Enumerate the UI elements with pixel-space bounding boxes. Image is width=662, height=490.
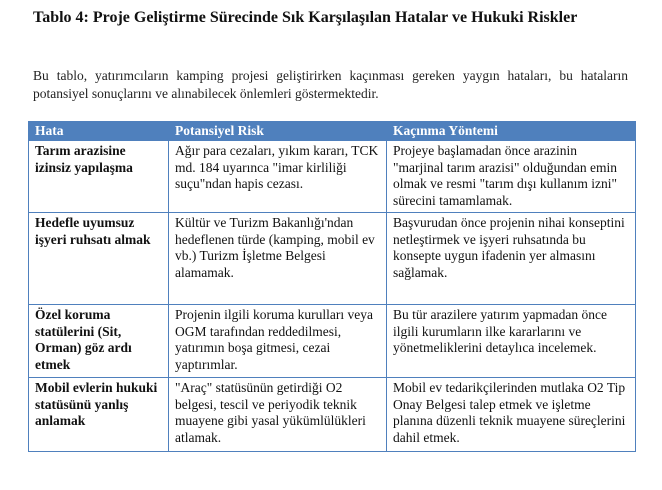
cell-risk: Ağır para cezaları, yıkım kararı, TCK md. 184 uyarınca "imar kirliliği suçu"ndan hapis cezası. (169, 141, 387, 213)
table-row (29, 213, 636, 305)
cell-risk: Kültür ve Turizm Bakanlığı'ndan hedeflenen türde (kamping, mobil ev vb.) Turizm İşletme Belgesi alamamak. (169, 213, 387, 305)
intro-paragraph: Bu tablo, yatırımcıların kamping projesi geliştirirken kaçınması gereken yaygın hataları, bu hataların potansiyel sonuçlarını ve alınabilecek önlemleri göstermektedir. (33, 68, 628, 101)
table-row (29, 141, 636, 213)
cell-risk: "Araç" statüsünün getirdiği O2 belgesi, tescil ve periyodik teknik muayene gibi yasal yükümlülükleri atlamak. (169, 378, 387, 452)
header-hata: Hata (29, 121, 169, 141)
cell-yontem: Mobil ev tedarikçilerinden mutlaka O2 Tip Onay Belgesi talep etmek ve işletme planına düzenli teknik muayene süreçlerini dahil etmek. (387, 378, 636, 452)
risk-table (28, 121, 636, 452)
cell-hata: Özel koruma statülerini (Sit, Orman) göz ardı etmek (29, 305, 169, 378)
table-row (29, 378, 636, 452)
cell-yontem: Başvurudan önce projenin nihai konseptini netleştirmek ve işyeri ruhsatında bu konsepte uygun ifadenin yer almasını sağlamak. (387, 213, 636, 305)
cell-yontem: Projeye başlamadan önce arazinin "marjinal tarım arazisi" olduğundan emin olmak ve resmi "tarım dışı kullanım izni" sürecini tamamlamak. (387, 141, 636, 213)
table-caption-title: Tablo 4: Proje Geliştirme Sürecinde Sık Karşılaşılan Hatalar ve Hukuki Riskler (33, 9, 578, 26)
table-row (29, 305, 636, 378)
cell-hata: Tarım arazisine izinsiz yapılaşma (29, 141, 169, 213)
cell-risk: Projenin ilgili koruma kurulları veya OGM tarafından reddedilmesi, yatırımın boşa gitmesi, cezai yaptırımlar. (169, 305, 387, 378)
cell-hata: Hedefle uyumsuz işyeri ruhsatı almak (29, 213, 169, 305)
cell-hata: Mobil evlerin hukuki statüsünü yanlış anlamak (29, 378, 169, 452)
header-potansiyel-risk: Potansiyel Risk (169, 121, 387, 141)
table-header-row (29, 121, 636, 141)
cell-yontem: Bu tür arazilere yatırım yapmadan önce ilgili kurumların ilke kararlarını ve yönetmeliklerini detaylıca incelemek. (387, 305, 636, 378)
header-kacinma-yontemi: Kaçınma Yöntemi (387, 121, 636, 141)
